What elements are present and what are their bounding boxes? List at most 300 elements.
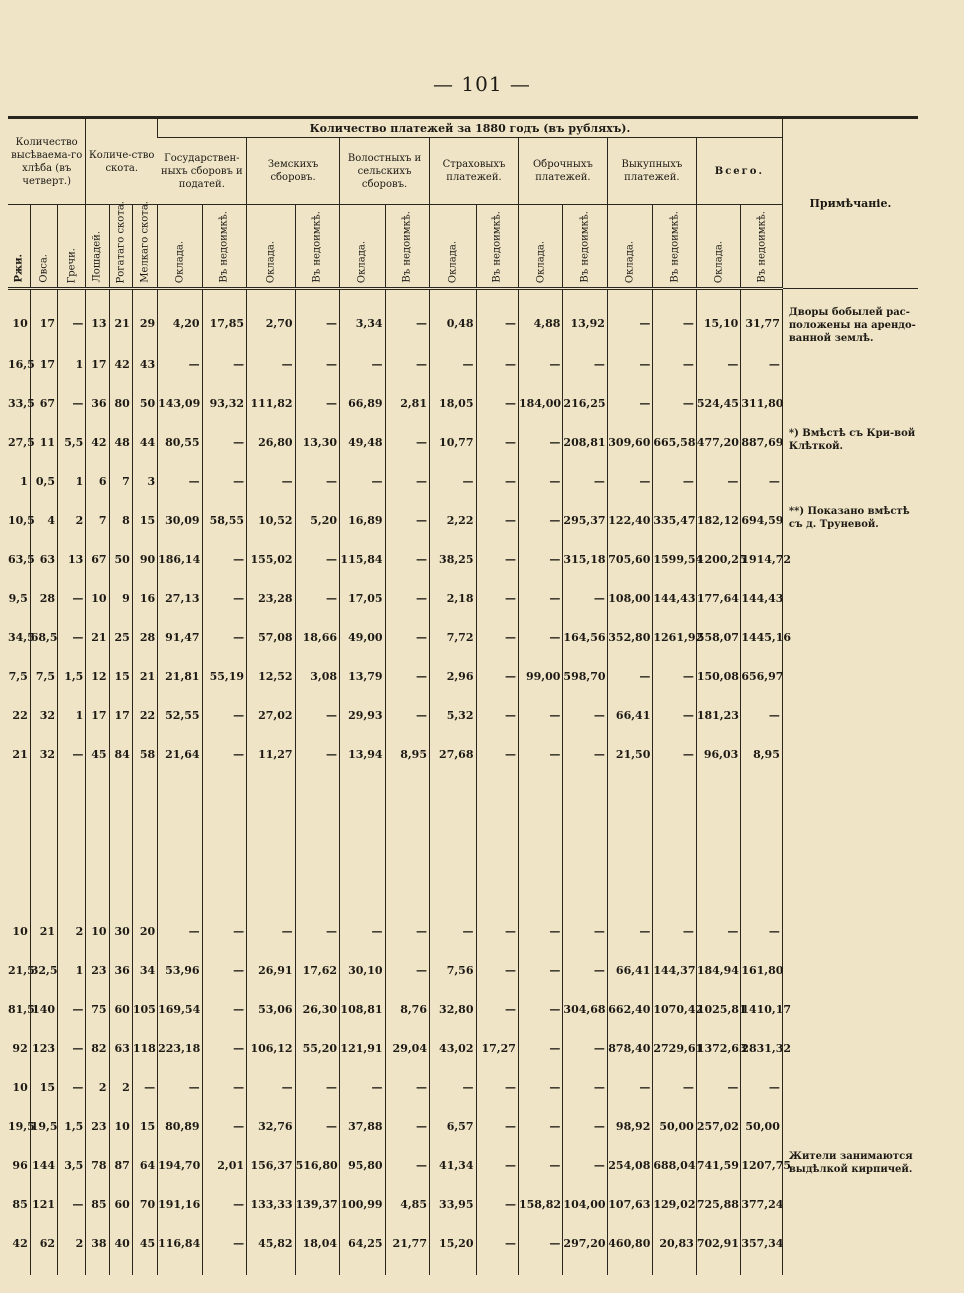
- table-cell: 702,91: [696, 1224, 740, 1263]
- table-cell: —: [202, 345, 246, 384]
- table-cell: 16,5: [8, 358, 35, 371]
- table-cell: 99,00: [518, 657, 562, 696]
- spacer-row: [8, 774, 918, 912]
- spacer-row: [8, 1263, 918, 1275]
- table-cell: 1025,81: [696, 990, 740, 1029]
- table-cell: —: [202, 696, 246, 735]
- note-cell: Дворы бобылей рас-положены на арендо-ванной землѣ.: [782, 302, 918, 345]
- note-cell: [782, 1185, 918, 1224]
- table-cell: —: [518, 990, 562, 1029]
- table-cell: 1599,54: [653, 540, 696, 579]
- table-row: [8, 501, 918, 540]
- table-cell: —: [563, 345, 607, 384]
- table-cell: —: [295, 1107, 339, 1146]
- table-cell: —: [295, 384, 339, 423]
- table-cell: —: [202, 423, 246, 462]
- table-cell: 18,04: [295, 1224, 339, 1263]
- table-cell: —: [696, 462, 740, 501]
- table-cell: 254,08: [607, 1146, 652, 1185]
- table-cell: —: [385, 912, 429, 951]
- table-cell: 42: [86, 423, 109, 462]
- table-cell: 129,02: [653, 1185, 696, 1224]
- table-cell: 20,83: [653, 1224, 696, 1263]
- table-row: [8, 462, 918, 501]
- page-number: — 101 —: [433, 72, 531, 96]
- table-cell: —: [202, 462, 246, 501]
- table-cell: —: [653, 912, 696, 951]
- note-cell: [782, 1107, 918, 1146]
- col-oats: Овса.: [30, 205, 57, 289]
- table-cell: 2,18: [430, 579, 477, 618]
- table-cell: 2729,61: [653, 1029, 696, 1068]
- table-cell: 10: [86, 579, 109, 618]
- table-cell: 33,95: [430, 1185, 477, 1224]
- table-cell: —: [563, 951, 607, 990]
- table-cell: 3,5: [58, 1146, 86, 1185]
- table-cell: 19,5: [30, 1107, 57, 1146]
- table-cell: 6: [86, 462, 109, 501]
- table-cell: 22: [132, 696, 157, 735]
- note-cell: [782, 990, 918, 1029]
- table-cell: —: [202, 1185, 246, 1224]
- table-cell: —: [653, 696, 696, 735]
- col-cattle: Рогатаго скота.: [109, 205, 132, 289]
- table-cell: 2831,32: [741, 1029, 783, 1068]
- table-cell: 158,82: [518, 1185, 562, 1224]
- table-cell: 66,41: [607, 696, 652, 735]
- table-cell: 15: [30, 1068, 57, 1107]
- table-cell: —: [607, 657, 652, 696]
- table-cell: 15: [132, 501, 157, 540]
- table-cell: 67: [30, 384, 57, 423]
- table-cell: 0,48: [430, 302, 477, 345]
- livestock-group-header: Количе-ство скота.: [86, 118, 158, 205]
- table-cell: 49,00: [340, 618, 385, 657]
- table-cell: 32: [30, 696, 57, 735]
- table-cell: 64,25: [340, 1224, 385, 1263]
- table-cell: 92: [12, 1042, 28, 1055]
- table-cell: 2,70: [247, 302, 296, 345]
- table-cell: —: [385, 1068, 429, 1107]
- table-cell: 17: [30, 345, 57, 384]
- table-cell: 23: [86, 1107, 109, 1146]
- note-cell: [782, 657, 918, 696]
- table-cell: 3,08: [295, 657, 339, 696]
- table-cell: —: [518, 912, 562, 951]
- table-cell: 30,09: [158, 501, 202, 540]
- table-cell: 50: [132, 384, 157, 423]
- table-cell: —: [202, 1068, 246, 1107]
- table-cell: 43,02: [430, 1029, 477, 1068]
- table-cell: 4,88: [518, 302, 562, 345]
- table-cell: 2: [109, 1068, 132, 1107]
- table-cell: 38: [86, 1224, 109, 1263]
- table-cell: 8: [109, 501, 132, 540]
- table-cell: 335,47: [653, 501, 696, 540]
- table-cell: 31,77: [741, 302, 783, 345]
- table-cell: 55,20: [295, 1029, 339, 1068]
- col-buckwheat: Гречи.: [58, 205, 86, 289]
- col-oklad: Оклада.: [518, 205, 562, 289]
- table-row: [8, 1029, 918, 1068]
- table-cell: 22: [12, 709, 28, 722]
- note-cell: [782, 912, 918, 951]
- table-cell: —: [476, 696, 518, 735]
- table-cell: —: [476, 951, 518, 990]
- col-nedoimka: Въ недоимкѣ.: [295, 205, 339, 289]
- table-cell: —: [202, 1107, 246, 1146]
- table-cell: 184,00: [518, 384, 562, 423]
- table-cell: 64: [132, 1146, 157, 1185]
- table-cell: 139,37: [295, 1185, 339, 1224]
- table-row: [8, 345, 918, 384]
- table-cell: 10: [12, 1081, 28, 1094]
- grain-group-header: Количество высѣваема-го хлѣба (въ четверт.): [8, 118, 86, 205]
- table-cell: 123: [30, 1029, 57, 1068]
- table-cell: —: [607, 384, 652, 423]
- table-cell: 4,20: [158, 302, 202, 345]
- table-cell: 15,10: [696, 302, 740, 345]
- table-row: [8, 540, 918, 579]
- table-cell: 43: [132, 345, 157, 384]
- table-cell: 1410,17: [741, 990, 783, 1029]
- table-cell: —: [563, 579, 607, 618]
- table-cell: —: [476, 1224, 518, 1263]
- table-cell: 315,18: [563, 540, 607, 579]
- table-cell: 50,00: [653, 1107, 696, 1146]
- table-row: [8, 657, 918, 696]
- table-cell: 1,5: [58, 1107, 86, 1146]
- table-cell: 216,25: [563, 384, 607, 423]
- table-cell: 1: [58, 345, 86, 384]
- table-row: [8, 735, 918, 774]
- table-cell: 85: [86, 1185, 109, 1224]
- table-cell: 21,77: [385, 1224, 429, 1263]
- note-cell: [782, 696, 918, 735]
- table-cell: 2,96: [430, 657, 477, 696]
- table-cell: —: [158, 345, 202, 384]
- table-cell: 17: [109, 696, 132, 735]
- obrok-header: Оброчныхъ платежей.: [518, 138, 607, 205]
- table-cell: —: [58, 384, 86, 423]
- table-cell: —: [476, 423, 518, 462]
- table-cell: 191,16: [158, 1185, 202, 1224]
- note-cell: [782, 951, 918, 990]
- table-cell: 26,30: [295, 990, 339, 1029]
- table-cell: 311,80: [741, 384, 783, 423]
- table-cell: 28: [30, 579, 57, 618]
- table-cell: 78: [86, 1146, 109, 1185]
- table-cell: —: [340, 462, 385, 501]
- table-cell: 7,72: [430, 618, 477, 657]
- table-cell: —: [653, 657, 696, 696]
- table-cell: 48: [109, 423, 132, 462]
- table-cell: 18,66: [295, 618, 339, 657]
- table-cell: 45: [86, 735, 109, 774]
- table-cell: —: [430, 1068, 477, 1107]
- table-cell: 1914,72: [741, 540, 783, 579]
- table-row: [8, 696, 918, 735]
- table-cell: —: [476, 1146, 518, 1185]
- table-cell: —: [202, 1224, 246, 1263]
- table-cell: —: [518, 696, 562, 735]
- table-cell: —: [741, 696, 783, 735]
- table-cell: 45: [132, 1224, 157, 1263]
- note-cell: [782, 579, 918, 618]
- table-cell: —: [202, 951, 246, 990]
- table-cell: —: [58, 1068, 86, 1107]
- table-cell: 81,5: [8, 1003, 35, 1016]
- table-cell: 1070,42: [653, 990, 696, 1029]
- table-cell: 13: [58, 540, 86, 579]
- table-cell: —: [476, 1107, 518, 1146]
- table-cell: —: [385, 1107, 429, 1146]
- table-cell: —: [476, 540, 518, 579]
- table-row: [8, 951, 918, 990]
- table-cell: 5,20: [295, 501, 339, 540]
- table-cell: 2: [58, 912, 86, 951]
- table-cell: —: [58, 735, 86, 774]
- table-cell: 55,19: [202, 657, 246, 696]
- table-cell: 0,5: [30, 462, 57, 501]
- table-cell: 84: [109, 735, 132, 774]
- table-cell: —: [518, 462, 562, 501]
- table-cell: —: [518, 951, 562, 990]
- table-cell: 27,68: [430, 735, 477, 774]
- col-nedoimka: Въ недоимкѣ.: [202, 205, 246, 289]
- table-cell: 10: [12, 317, 28, 330]
- table-cell: 63: [30, 540, 57, 579]
- table-cell: 21,81: [158, 657, 202, 696]
- table-cell: —: [518, 540, 562, 579]
- table-cell: 15: [109, 657, 132, 696]
- table-cell: —: [563, 462, 607, 501]
- table-cell: 161,80: [741, 951, 783, 990]
- table-cell: 144,37: [653, 951, 696, 990]
- table-cell: 57,08: [247, 618, 296, 657]
- note-cell: [782, 384, 918, 423]
- state-taxes-header: Государствен-ныхъ сборовъ и податей.: [158, 138, 247, 205]
- table-cell: —: [158, 462, 202, 501]
- table-cell: —: [385, 618, 429, 657]
- col-nedoimka: Въ недоимкѣ.: [476, 205, 518, 289]
- table-cell: 17: [30, 302, 57, 345]
- col-nedoimka: Въ недоимкѣ.: [741, 205, 783, 289]
- table-cell: 741,59: [696, 1146, 740, 1185]
- table-cell: —: [132, 1068, 157, 1107]
- table-cell: 29: [132, 302, 157, 345]
- col-nedoimka: Въ недоимкѣ.: [385, 205, 429, 289]
- table-cell: —: [58, 1185, 86, 1224]
- table-cell: 662,40: [607, 990, 652, 1029]
- table-cell: —: [385, 951, 429, 990]
- table-cell: —: [741, 1068, 783, 1107]
- table-cell: 21: [30, 912, 57, 951]
- table-body: [8, 289, 918, 1276]
- table-cell: 878,40: [607, 1029, 652, 1068]
- table-cell: —: [58, 618, 86, 657]
- table-cell: 58,55: [202, 501, 246, 540]
- table-cell: —: [741, 345, 783, 384]
- col-oklad: Оклада.: [607, 205, 652, 289]
- table-cell: 656,97: [741, 657, 783, 696]
- insurance-header: Страховыхъ платежей.: [430, 138, 519, 205]
- table-cell: 5,5: [58, 423, 86, 462]
- note-cell: [782, 618, 918, 657]
- table-cell: —: [340, 345, 385, 384]
- table-cell: 688,04: [653, 1146, 696, 1185]
- table-cell: 32,80: [430, 990, 477, 1029]
- table-row: [8, 1224, 918, 1263]
- table-cell: —: [476, 912, 518, 951]
- table-cell: 352,80: [607, 618, 652, 657]
- note-cell: [782, 1068, 918, 1107]
- table-cell: 11: [30, 423, 57, 462]
- table-cell: 36: [109, 951, 132, 990]
- table-cell: —: [653, 345, 696, 384]
- table-cell: 21,50: [607, 735, 652, 774]
- table-cell: 23,28: [247, 579, 296, 618]
- table-cell: 33,5: [8, 397, 35, 410]
- table-cell: —: [518, 1068, 562, 1107]
- table-cell: —: [385, 540, 429, 579]
- col-oklad: Оклада.: [696, 205, 740, 289]
- table-cell: —: [340, 912, 385, 951]
- table-cell: —: [385, 1146, 429, 1185]
- table-cell: 156,37: [247, 1146, 296, 1185]
- col-horses: Лошадей.: [86, 205, 109, 289]
- note-cell: [782, 1224, 918, 1263]
- table-cell: —: [518, 618, 562, 657]
- note-cell: *) Вмѣстѣ съ Кри-вой Клѣткой.: [782, 423, 918, 462]
- table-cell: —: [385, 657, 429, 696]
- table-cell: —: [563, 912, 607, 951]
- table-cell: 26,80: [247, 423, 296, 462]
- table-cell: 68,5: [30, 618, 57, 657]
- table-cell: 164,56: [563, 618, 607, 657]
- note-cell: [782, 540, 918, 579]
- table-cell: 1207,75: [741, 1146, 783, 1185]
- table-cell: —: [385, 462, 429, 501]
- table-cell: —: [476, 990, 518, 1029]
- table-cell: 66,89: [340, 384, 385, 423]
- table-row: [8, 912, 918, 951]
- table-cell: 27,13: [158, 579, 202, 618]
- table-row: [8, 423, 918, 462]
- table-cell: —: [741, 912, 783, 951]
- table-cell: 96: [12, 1159, 28, 1172]
- table-cell: 42: [109, 345, 132, 384]
- table-cell: 98,92: [607, 1107, 652, 1146]
- table-cell: 2: [58, 1224, 86, 1263]
- table-cell: —: [158, 912, 202, 951]
- table-cell: —: [476, 384, 518, 423]
- note-cell: [782, 345, 918, 384]
- col-oklad: Оклада.: [340, 205, 385, 289]
- table-cell: 15: [132, 1107, 157, 1146]
- table-cell: 75: [86, 990, 109, 1029]
- table-cell: —: [385, 696, 429, 735]
- table-cell: —: [385, 423, 429, 462]
- table-cell: 17,27: [476, 1029, 518, 1068]
- table-cell: —: [295, 912, 339, 951]
- table-cell: 1200,25: [696, 540, 740, 579]
- table-cell: 186,14: [158, 540, 202, 579]
- table-cell: —: [518, 1029, 562, 1068]
- table-cell: 184,94: [696, 951, 740, 990]
- table-cell: 460,80: [607, 1224, 652, 1263]
- table-cell: —: [295, 345, 339, 384]
- table-cell: —: [476, 579, 518, 618]
- col-small-stock: Мелкаго скота.: [132, 205, 157, 289]
- table-cell: 25: [109, 618, 132, 657]
- table-cell: 36: [86, 384, 109, 423]
- spacer-row: [8, 289, 918, 303]
- table-cell: —: [476, 345, 518, 384]
- table-cell: —: [653, 1068, 696, 1107]
- table-cell: —: [696, 345, 740, 384]
- table-cell: —: [385, 345, 429, 384]
- table-cell: —: [430, 912, 477, 951]
- col-rye: Ржи.: [8, 205, 30, 289]
- table-cell: 32: [30, 735, 57, 774]
- table-cell: —: [518, 735, 562, 774]
- table-cell: 223,18: [158, 1029, 202, 1068]
- table-cell: 297,20: [563, 1224, 607, 1263]
- table-cell: 1: [58, 696, 86, 735]
- table-cell: 20: [132, 912, 157, 951]
- table-cell: 2,81: [385, 384, 429, 423]
- table-cell: 21,64: [158, 735, 202, 774]
- table-cell: 7,56: [430, 951, 477, 990]
- table-cell: 13: [86, 302, 109, 345]
- table-cell: —: [202, 735, 246, 774]
- table-cell: 121,91: [340, 1029, 385, 1068]
- table-cell: 309,60: [607, 423, 652, 462]
- table-row: [8, 618, 918, 657]
- table-cell: 7: [86, 501, 109, 540]
- table-cell: 106,12: [247, 1029, 296, 1068]
- table-cell: 8,95: [385, 735, 429, 774]
- table-cell: 1,5: [58, 657, 86, 696]
- table-cell: 116,84: [158, 1224, 202, 1263]
- table-cell: 82: [86, 1029, 109, 1068]
- table-cell: 49,48: [340, 423, 385, 462]
- table-cell: 725,88: [696, 1185, 740, 1224]
- table-cell: —: [385, 579, 429, 618]
- table-cell: —: [518, 345, 562, 384]
- note-cell: [782, 1029, 918, 1068]
- table-cell: 60: [109, 990, 132, 1029]
- table-cell: —: [247, 462, 296, 501]
- table-cell: 2: [58, 501, 86, 540]
- table-cell: 58: [132, 735, 157, 774]
- table-cell: —: [696, 1068, 740, 1107]
- table-cell: 9: [109, 579, 132, 618]
- table-cell: —: [295, 735, 339, 774]
- table-cell: 144: [30, 1146, 57, 1185]
- table-cell: 705,60: [607, 540, 652, 579]
- table-cell: 5,32: [430, 696, 477, 735]
- table-cell: 10: [86, 912, 109, 951]
- table-cell: 80,55: [158, 423, 202, 462]
- col-nedoimka: Въ недоимкѣ.: [563, 205, 607, 289]
- table-cell: 1445,16: [741, 618, 783, 657]
- table-row: [8, 302, 918, 345]
- table-cell: 50,00: [741, 1107, 783, 1146]
- table-cell: 177,64: [696, 579, 740, 618]
- table-cell: —: [202, 618, 246, 657]
